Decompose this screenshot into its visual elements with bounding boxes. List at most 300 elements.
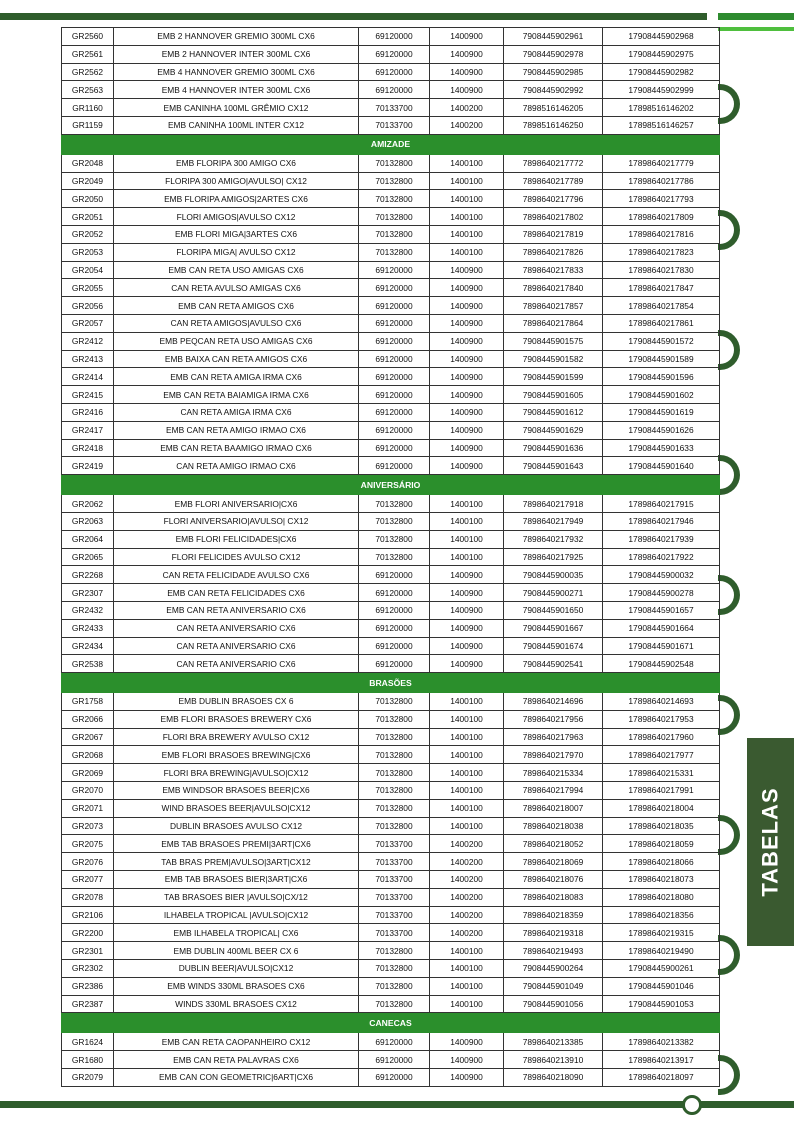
table-row xyxy=(62,960,720,978)
ean-code-cell: 7898640217932 xyxy=(504,530,603,548)
ean-code-cell: 7908445901667 xyxy=(504,619,603,637)
product-description-cell: EMB 2 HANNOVER INTER 300ML CX6 xyxy=(114,45,359,63)
table-row xyxy=(62,835,720,853)
product-description-cell: FLORI FELICIDES AVULSO CX12 xyxy=(114,548,359,566)
ean-code-cell: 7908445902992 xyxy=(504,81,603,99)
table-row xyxy=(62,942,720,960)
dun-code-cell: 17898640217816 xyxy=(603,225,720,243)
dun-code-cell: 17908445901572 xyxy=(603,332,720,350)
ncm-code-cell: 69120000 xyxy=(359,332,430,350)
internal-code-cell: 1400100 xyxy=(430,746,504,764)
product-description-cell: EMB CANINHA 100ML INTER CX12 xyxy=(114,116,359,134)
ncm-code-cell: 69120000 xyxy=(359,314,430,332)
internal-code-cell: 1400100 xyxy=(430,728,504,746)
dun-code-cell: 17898640217779 xyxy=(603,154,720,172)
product-code-cell: GR2055 xyxy=(62,279,114,297)
product-table xyxy=(61,27,720,1087)
ean-code-cell: 7898640217789 xyxy=(504,172,603,190)
ncm-code-cell: 69120000 xyxy=(359,637,430,655)
product-code-cell: GR2066 xyxy=(62,710,114,728)
product-code-cell: GR2065 xyxy=(62,548,114,566)
product-code-cell: GR2414 xyxy=(62,368,114,386)
ncm-code-cell: 70132800 xyxy=(359,208,430,226)
ean-code-cell: 7908445901674 xyxy=(504,637,603,655)
product-description-cell: ILHABELA TROPICAL |AVULSO|CX12 xyxy=(114,906,359,924)
ean-code-cell: 7908445900271 xyxy=(504,584,603,602)
product-code-cell: GR2077 xyxy=(62,871,114,889)
internal-code-cell: 1400900 xyxy=(430,1033,504,1051)
dun-code-cell: 17908445902548 xyxy=(603,655,720,673)
ncm-code-cell: 70133700 xyxy=(359,871,430,889)
ncm-code-cell: 69120000 xyxy=(359,279,430,297)
ncm-code-cell: 69120000 xyxy=(359,421,430,439)
ncm-code-cell: 70132800 xyxy=(359,172,430,190)
product-table-container xyxy=(61,27,719,1087)
ncm-code-cell: 70132800 xyxy=(359,190,430,208)
ncm-code-cell: 70132800 xyxy=(359,995,430,1013)
ean-code-cell: 7898640217956 xyxy=(504,710,603,728)
internal-code-cell: 1400100 xyxy=(430,495,504,513)
product-code-cell: GR2417 xyxy=(62,421,114,439)
ncm-code-cell: 69120000 xyxy=(359,584,430,602)
internal-code-cell: 1400200 xyxy=(430,888,504,906)
dun-code-cell: 17908445901633 xyxy=(603,439,720,457)
product-code-cell: GR2064 xyxy=(62,530,114,548)
dun-code-cell: 17898640217861 xyxy=(603,314,720,332)
product-description-cell: EMB 4 HANNOVER GREMIO 300ML CX6 xyxy=(114,63,359,81)
ean-code-cell: 7908445901599 xyxy=(504,368,603,386)
table-row xyxy=(62,782,720,800)
section-header-label: AMIZADE xyxy=(62,134,720,154)
dun-code-cell: 17898640217922 xyxy=(603,548,720,566)
product-code-cell: GR2054 xyxy=(62,261,114,279)
dun-code-cell: 17908445902968 xyxy=(603,28,720,46)
product-code-cell: GR2070 xyxy=(62,782,114,800)
ncm-code-cell: 70132800 xyxy=(359,746,430,764)
ncm-code-cell: 70132800 xyxy=(359,548,430,566)
ean-code-cell: 7898640217802 xyxy=(504,208,603,226)
product-code-cell: GR2056 xyxy=(62,297,114,315)
product-description-cell: FLORI BRA BREWERY AVULSO CX12 xyxy=(114,728,359,746)
ean-code-cell: 7898640217819 xyxy=(504,225,603,243)
section-side-tab xyxy=(747,738,794,946)
ncm-code-cell: 70132800 xyxy=(359,495,430,513)
internal-code-cell: 1400900 xyxy=(430,279,504,297)
product-description-cell: EMB CAN RETA AMIGO IRMAO CX6 xyxy=(114,421,359,439)
product-description-cell: EMB FLORI ANIVERSARIO|CX6 xyxy=(114,495,359,513)
top-accent-bar xyxy=(718,13,794,20)
product-code-cell: GR1680 xyxy=(62,1051,114,1069)
product-code-cell: GR2063 xyxy=(62,512,114,530)
dun-code-cell: 17908445901046 xyxy=(603,977,720,995)
internal-code-cell: 1400100 xyxy=(430,225,504,243)
internal-code-cell: 1400900 xyxy=(430,1051,504,1069)
internal-code-cell: 1400900 xyxy=(430,655,504,673)
table-row xyxy=(62,637,720,655)
internal-code-cell: 1400900 xyxy=(430,350,504,368)
product-code-cell: GR2106 xyxy=(62,906,114,924)
ncm-code-cell: 69120000 xyxy=(359,368,430,386)
ncm-code-cell: 70133700 xyxy=(359,853,430,871)
table-row xyxy=(62,314,720,332)
product-description-cell: EMB CAN RETA AMIGOS CX6 xyxy=(114,297,359,315)
ean-code-cell: 7898640217840 xyxy=(504,279,603,297)
product-code-cell: GR2073 xyxy=(62,817,114,835)
ean-code-cell: 7908445902985 xyxy=(504,63,603,81)
ean-code-cell: 7898516146205 xyxy=(504,99,603,117)
product-description-cell: EMB CANINHA 100ML GRÊMIO CX12 xyxy=(114,99,359,117)
internal-code-cell: 1400100 xyxy=(430,995,504,1013)
product-code-cell: GR2079 xyxy=(62,1069,114,1087)
internal-code-cell: 1400900 xyxy=(430,619,504,637)
table-row xyxy=(62,457,720,475)
ean-code-cell: 7898640213910 xyxy=(504,1051,603,1069)
dun-code-cell: 17908445901602 xyxy=(603,386,720,404)
ean-code-cell: 7898640217963 xyxy=(504,728,603,746)
product-description-cell: FLORIPA MIGA| AVULSO CX12 xyxy=(114,243,359,261)
product-code-cell: GR2069 xyxy=(62,764,114,782)
ncm-code-cell: 70132800 xyxy=(359,817,430,835)
ncm-code-cell: 70132800 xyxy=(359,960,430,978)
table-row xyxy=(62,495,720,513)
table-row xyxy=(62,888,720,906)
dun-code-cell: 17898640217991 xyxy=(603,782,720,800)
ean-code-cell: 7898640217826 xyxy=(504,243,603,261)
product-description-cell: EMB CAN RETA ANIVERSARIO CX6 xyxy=(114,601,359,619)
dun-code-cell: 17898640217915 xyxy=(603,495,720,513)
internal-code-cell: 1400100 xyxy=(430,172,504,190)
table-row xyxy=(62,512,720,530)
product-description-cell: EMB BAIXA CAN RETA AMIGOS CX6 xyxy=(114,350,359,368)
product-description-cell: EMB TAB BRASOES PREMI|3ART|CX6 xyxy=(114,835,359,853)
dun-code-cell: 17898640217786 xyxy=(603,172,720,190)
internal-code-cell: 1400100 xyxy=(430,208,504,226)
dun-code-cell: 17908445901664 xyxy=(603,619,720,637)
ncm-code-cell: 69120000 xyxy=(359,655,430,673)
product-description-cell: TAB BRAS PREM|AVULSO|3ART|CX12 xyxy=(114,853,359,871)
ncm-code-cell: 69120000 xyxy=(359,1033,430,1051)
table-row xyxy=(62,350,720,368)
table-row xyxy=(62,99,720,117)
product-description-cell: EMB FLORIPA AMIGOS|2ARTES CX6 xyxy=(114,190,359,208)
section-header-row xyxy=(62,673,720,693)
internal-code-cell: 1400900 xyxy=(430,63,504,81)
dun-code-cell: 17908445902975 xyxy=(603,45,720,63)
top-decorative-bar xyxy=(0,13,707,20)
internal-code-cell: 1400200 xyxy=(430,871,504,889)
product-description-cell: FLORIPA 300 AMIGO|AVULSO| CX12 xyxy=(114,172,359,190)
ean-code-cell: 7908445901605 xyxy=(504,386,603,404)
dun-code-cell: 17898640217823 xyxy=(603,243,720,261)
bottom-ring-decoration xyxy=(682,1095,702,1115)
binding-ring-decoration xyxy=(718,84,740,124)
ean-code-cell: 7898640219318 xyxy=(504,924,603,942)
product-code-cell: GR2051 xyxy=(62,208,114,226)
table-row xyxy=(62,853,720,871)
internal-code-cell: 1400900 xyxy=(430,45,504,63)
product-code-cell: GR2062 xyxy=(62,495,114,513)
product-description-cell: EMB CAN RETA BAIAMIGA IRMA CX6 xyxy=(114,386,359,404)
product-code-cell: GR2068 xyxy=(62,746,114,764)
product-code-cell: GR2386 xyxy=(62,977,114,995)
product-code-cell: GR2057 xyxy=(62,314,114,332)
internal-code-cell: 1400900 xyxy=(430,314,504,332)
product-code-cell: GR2067 xyxy=(62,728,114,746)
product-code-cell: GR2412 xyxy=(62,332,114,350)
product-code-cell: GR2413 xyxy=(62,350,114,368)
ean-code-cell: 7898640218038 xyxy=(504,817,603,835)
table-row xyxy=(62,548,720,566)
ncm-code-cell: 69120000 xyxy=(359,45,430,63)
table-row xyxy=(62,710,720,728)
table-row xyxy=(62,906,720,924)
product-description-cell: CAN RETA AMIGA IRMA CX6 xyxy=(114,403,359,421)
product-code-cell: GR2416 xyxy=(62,403,114,421)
product-description-cell: EMB FLORI MIGA|3ARTES CX6 xyxy=(114,225,359,243)
internal-code-cell: 1400900 xyxy=(430,1069,504,1087)
ean-code-cell: 7898640219493 xyxy=(504,942,603,960)
internal-code-cell: 1400900 xyxy=(430,637,504,655)
ncm-code-cell: 70132800 xyxy=(359,782,430,800)
product-description-cell: EMB CAN RETA CAOPANHEIRO CX12 xyxy=(114,1033,359,1051)
product-description-cell: CAN RETA ANIVERSARIO CX6 xyxy=(114,655,359,673)
internal-code-cell: 1400100 xyxy=(430,512,504,530)
product-code-cell: GR2048 xyxy=(62,154,114,172)
product-description-cell: CAN RETA ANIVERSARIO CX6 xyxy=(114,619,359,637)
dun-code-cell: 17898640213917 xyxy=(603,1051,720,1069)
internal-code-cell: 1400100 xyxy=(430,190,504,208)
dun-code-cell: 17898640217830 xyxy=(603,261,720,279)
dun-code-cell: 17898640217939 xyxy=(603,530,720,548)
ean-code-cell: 7898516146250 xyxy=(504,116,603,134)
ean-code-cell: 7898640218359 xyxy=(504,906,603,924)
dun-code-cell: 17908445901626 xyxy=(603,421,720,439)
ncm-code-cell: 70132800 xyxy=(359,693,430,711)
binding-ring-decoration xyxy=(718,695,740,735)
product-description-cell: EMB TAB BRASOES BIER|3ART|CX6 xyxy=(114,871,359,889)
ncm-code-cell: 69120000 xyxy=(359,439,430,457)
binding-ring-decoration xyxy=(718,815,740,855)
table-row xyxy=(62,799,720,817)
ean-code-cell: 7898640215334 xyxy=(504,764,603,782)
ean-code-cell: 7908445901049 xyxy=(504,977,603,995)
internal-code-cell: 1400900 xyxy=(430,457,504,475)
table-row xyxy=(62,655,720,673)
dun-code-cell: 17898640217854 xyxy=(603,297,720,315)
ean-code-cell: 7898640217925 xyxy=(504,548,603,566)
dun-code-cell: 17898640219490 xyxy=(603,942,720,960)
product-code-cell: GR1624 xyxy=(62,1033,114,1051)
binding-ring-decoration xyxy=(718,210,740,250)
ean-code-cell: 7898640217796 xyxy=(504,190,603,208)
internal-code-cell: 1400200 xyxy=(430,835,504,853)
table-row xyxy=(62,279,720,297)
ean-code-cell: 7908445901643 xyxy=(504,457,603,475)
internal-code-cell: 1400900 xyxy=(430,566,504,584)
ncm-code-cell: 70132800 xyxy=(359,942,430,960)
dun-code-cell: 17898640218073 xyxy=(603,871,720,889)
ean-code-cell: 7898640217994 xyxy=(504,782,603,800)
internal-code-cell: 1400100 xyxy=(430,548,504,566)
ncm-code-cell: 70132800 xyxy=(359,154,430,172)
product-description-cell: EMB WINDS 330ML BRASOES CX6 xyxy=(114,977,359,995)
table-row xyxy=(62,977,720,995)
dun-code-cell: 17908445900261 xyxy=(603,960,720,978)
internal-code-cell: 1400100 xyxy=(430,764,504,782)
ean-code-cell: 7898640217864 xyxy=(504,314,603,332)
ean-code-cell: 7908445901056 xyxy=(504,995,603,1013)
internal-code-cell: 1400900 xyxy=(430,81,504,99)
dun-code-cell: 17898640214693 xyxy=(603,693,720,711)
ncm-code-cell: 70133700 xyxy=(359,835,430,853)
ncm-code-cell: 69120000 xyxy=(359,297,430,315)
table-row xyxy=(62,81,720,99)
ean-code-cell: 7898640218090 xyxy=(504,1069,603,1087)
side-tab-label: TABELAS xyxy=(757,787,783,897)
ncm-code-cell: 70132800 xyxy=(359,225,430,243)
dun-code-cell: 17908445900278 xyxy=(603,584,720,602)
product-description-cell: DUBLIN BEER|AVULSO|CX12 xyxy=(114,960,359,978)
ean-code-cell: 7908445901636 xyxy=(504,439,603,457)
internal-code-cell: 1400900 xyxy=(430,601,504,619)
product-code-cell: GR2076 xyxy=(62,853,114,871)
internal-code-cell: 1400100 xyxy=(430,942,504,960)
dun-code-cell: 17898640213382 xyxy=(603,1033,720,1051)
product-code-cell: GR1160 xyxy=(62,99,114,117)
product-description-cell: EMB DUBLIN 400ML BEER CX 6 xyxy=(114,942,359,960)
table-row xyxy=(62,297,720,315)
product-code-cell: GR2053 xyxy=(62,243,114,261)
internal-code-cell: 1400100 xyxy=(430,710,504,728)
internal-code-cell: 1400200 xyxy=(430,906,504,924)
ncm-code-cell: 70133700 xyxy=(359,116,430,134)
product-description-cell: EMB FLORIPA 300 AMIGO CX6 xyxy=(114,154,359,172)
table-row xyxy=(62,261,720,279)
ncm-code-cell: 69120000 xyxy=(359,1069,430,1087)
table-row xyxy=(62,566,720,584)
table-row xyxy=(62,190,720,208)
product-description-cell: EMB CAN RETA FELICIDADES CX6 xyxy=(114,584,359,602)
binding-ring-decoration xyxy=(718,935,740,975)
ean-code-cell: 7908445901612 xyxy=(504,403,603,421)
table-row xyxy=(62,871,720,889)
ncm-code-cell: 70133700 xyxy=(359,906,430,924)
product-code-cell: GR1758 xyxy=(62,693,114,711)
table-row xyxy=(62,728,720,746)
dun-code-cell: 17908445901657 xyxy=(603,601,720,619)
ncm-code-cell: 69120000 xyxy=(359,386,430,404)
dun-code-cell: 17908445901671 xyxy=(603,637,720,655)
ean-code-cell: 7898640218052 xyxy=(504,835,603,853)
ncm-code-cell: 69120000 xyxy=(359,63,430,81)
ean-code-cell: 7898640217833 xyxy=(504,261,603,279)
binding-ring-decoration xyxy=(718,1055,740,1095)
product-description-cell: WIND BRASOES BEER|AVULSO|CX12 xyxy=(114,799,359,817)
ean-code-cell: 7908445902541 xyxy=(504,655,603,673)
ean-code-cell: 7898640217857 xyxy=(504,297,603,315)
table-row xyxy=(62,386,720,404)
product-description-cell: EMB FLORI BRASOES BREWERY CX6 xyxy=(114,710,359,728)
table-row xyxy=(62,172,720,190)
ncm-code-cell: 69120000 xyxy=(359,81,430,99)
dun-code-cell: 17898640217960 xyxy=(603,728,720,746)
product-code-cell: GR2301 xyxy=(62,942,114,960)
table-row xyxy=(62,924,720,942)
internal-code-cell: 1400900 xyxy=(430,386,504,404)
product-description-cell: FLORI AMIGOS|AVULSO CX12 xyxy=(114,208,359,226)
table-row xyxy=(62,1051,720,1069)
internal-code-cell: 1400900 xyxy=(430,28,504,46)
table-row xyxy=(62,28,720,46)
dun-code-cell: 17898640217946 xyxy=(603,512,720,530)
ncm-code-cell: 70132800 xyxy=(359,977,430,995)
internal-code-cell: 1400900 xyxy=(430,297,504,315)
table-row xyxy=(62,154,720,172)
table-row xyxy=(62,619,720,637)
product-description-cell: EMB WINDSOR BRASOES BEER|CX6 xyxy=(114,782,359,800)
section-header-label: ANIVERSÁRIO xyxy=(62,475,720,495)
ncm-code-cell: 70133700 xyxy=(359,99,430,117)
product-code-cell: GR2419 xyxy=(62,457,114,475)
internal-code-cell: 1400100 xyxy=(430,817,504,835)
top-accent-line xyxy=(718,27,794,31)
table-row xyxy=(62,208,720,226)
table-row xyxy=(62,403,720,421)
binding-ring-decoration xyxy=(718,575,740,615)
table-row xyxy=(62,439,720,457)
ean-code-cell: 7898640217772 xyxy=(504,154,603,172)
product-description-cell: EMB CAN RETA BAAMIGO IRMAO CX6 xyxy=(114,439,359,457)
product-description-cell: EMB CAN RETA USO AMIGAS CX6 xyxy=(114,261,359,279)
product-description-cell: CAN RETA AMIGO IRMAO CX6 xyxy=(114,457,359,475)
internal-code-cell: 1400200 xyxy=(430,99,504,117)
product-description-cell: CAN RETA FELICIDADE AVULSO CX6 xyxy=(114,566,359,584)
product-code-cell: GR2075 xyxy=(62,835,114,853)
product-code-cell: GR2432 xyxy=(62,601,114,619)
table-row xyxy=(62,817,720,835)
ncm-code-cell: 69120000 xyxy=(359,261,430,279)
product-description-cell: EMB ILHABELA TROPICAL| CX6 xyxy=(114,924,359,942)
internal-code-cell: 1400900 xyxy=(430,584,504,602)
ncm-code-cell: 70132800 xyxy=(359,728,430,746)
dun-code-cell: 17898640218066 xyxy=(603,853,720,871)
ncm-code-cell: 70132800 xyxy=(359,530,430,548)
product-description-cell: TAB BRASOES BIER |AVULSO|CX/12 xyxy=(114,888,359,906)
dun-code-cell: 17908445902982 xyxy=(603,63,720,81)
product-description-cell: EMB PEQCAN RETA USO AMIGAS CX6 xyxy=(114,332,359,350)
ncm-code-cell: 70132800 xyxy=(359,799,430,817)
internal-code-cell: 1400100 xyxy=(430,243,504,261)
product-description-cell: EMB FLORI BRASOES BREWING|CX6 xyxy=(114,746,359,764)
internal-code-cell: 1400100 xyxy=(430,782,504,800)
ean-code-cell: 7908445901575 xyxy=(504,332,603,350)
product-code-cell: GR2433 xyxy=(62,619,114,637)
ncm-code-cell: 70132800 xyxy=(359,710,430,728)
dun-code-cell: 17898516146202 xyxy=(603,99,720,117)
dun-code-cell: 17908445900032 xyxy=(603,566,720,584)
table-row xyxy=(62,1033,720,1051)
internal-code-cell: 1400100 xyxy=(430,799,504,817)
product-description-cell: FLORI BRA BREWING|AVULSO|CX12 xyxy=(114,764,359,782)
table-row xyxy=(62,421,720,439)
table-row xyxy=(62,746,720,764)
product-description-cell: FLORI ANIVERSARIO|AVULSO| CX12 xyxy=(114,512,359,530)
internal-code-cell: 1400200 xyxy=(430,924,504,942)
product-description-cell: EMB DUBLIN BRASOES CX 6 xyxy=(114,693,359,711)
internal-code-cell: 1400900 xyxy=(430,332,504,350)
ean-code-cell: 7898640218007 xyxy=(504,799,603,817)
ean-code-cell: 7908445902961 xyxy=(504,28,603,46)
